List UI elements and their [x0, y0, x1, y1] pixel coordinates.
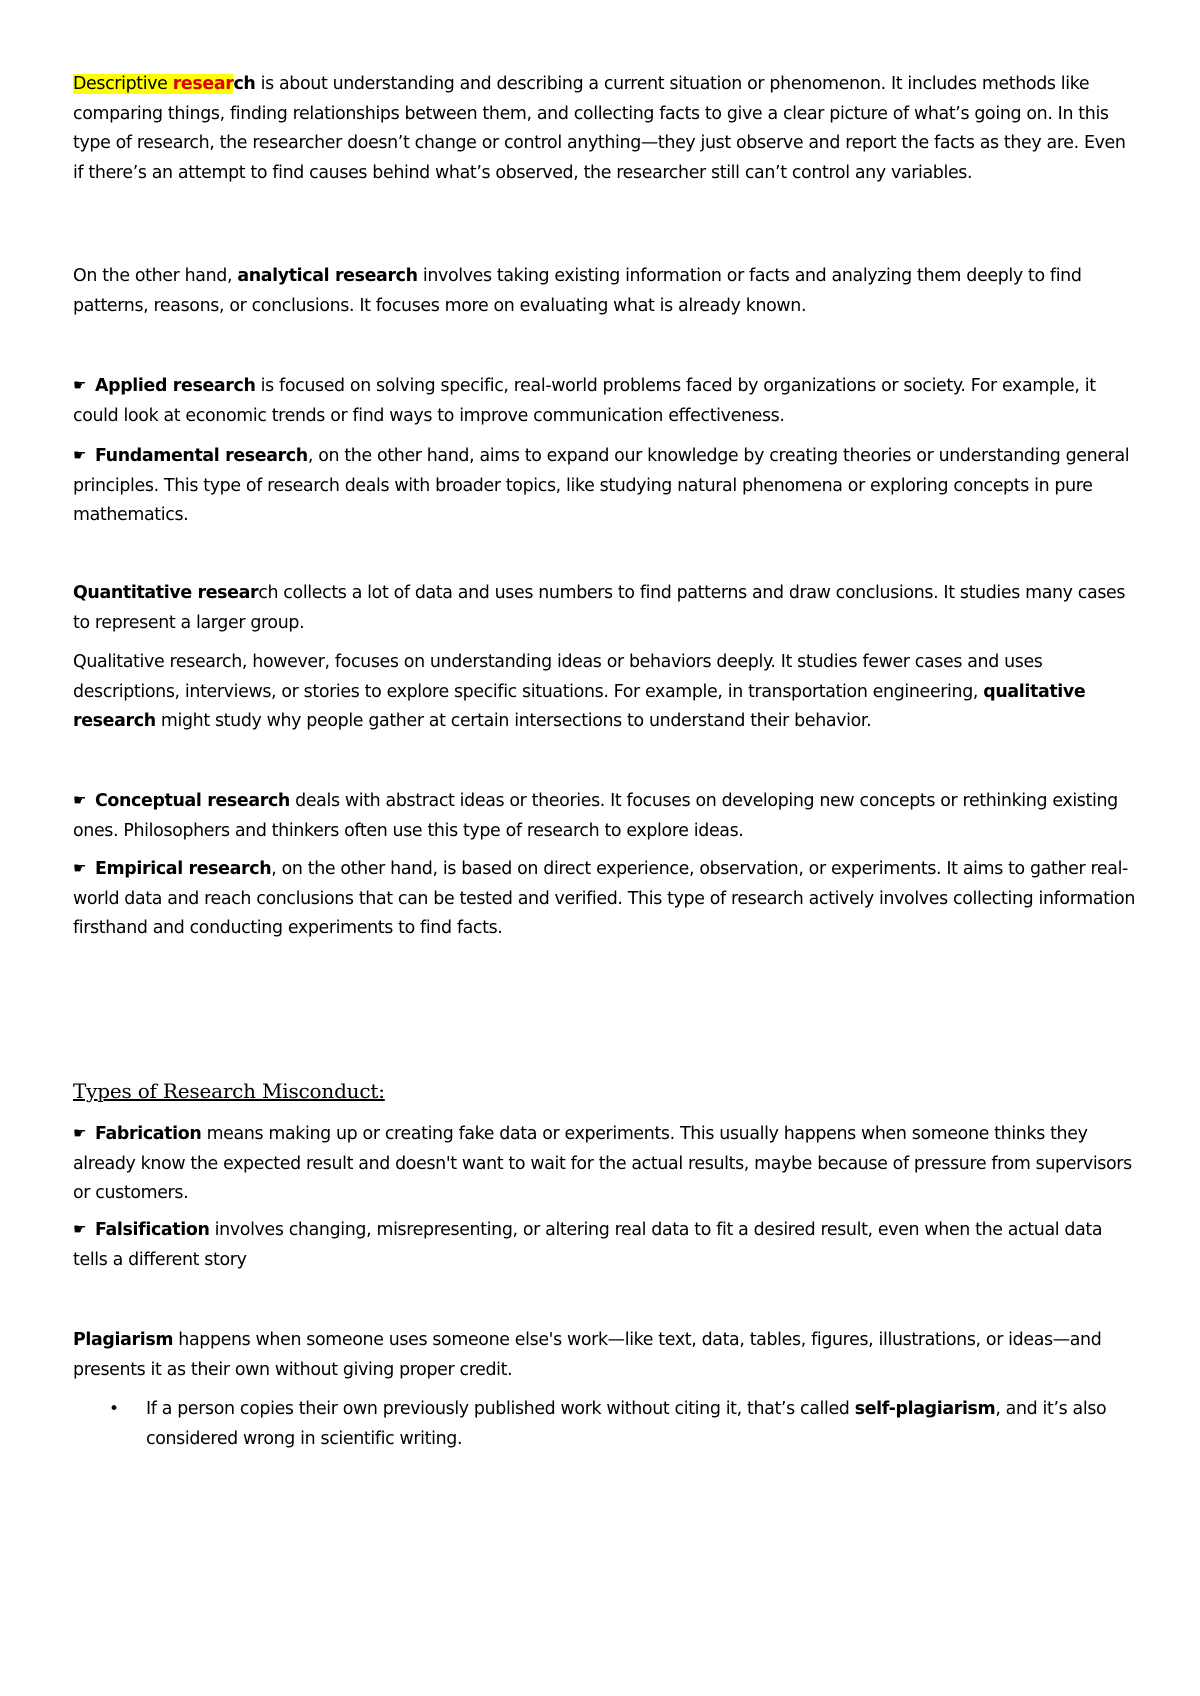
self-plagiarism-body-a: If a person copies their own previously published work without citing it, that’s called: [146, 1399, 855, 1419]
pointing-hand-icon: ☛: [73, 1220, 87, 1238]
paragraph-fundamental: [73, 442, 1137, 531]
pointing-hand-icon: ☛: [73, 446, 87, 464]
self-plagiarism-body-b: , and it’s also considered wrong in scientific writing.: [146, 1399, 1107, 1449]
falsification-body: involves changing, misrepresenting, or altering real data to fit a desired result, even when the actual data tells a different story: [73, 1220, 1103, 1270]
paragraph-descriptive: [73, 70, 1137, 188]
pointing-hand-icon: ☛: [73, 791, 87, 809]
paragraph-applied: [73, 372, 1137, 431]
paragraph-conceptual: [73, 787, 1137, 846]
paragraph-analytical: [73, 262, 1137, 321]
analytical-lead: On the other hand,: [73, 266, 238, 286]
conceptual-body: deals with abstract ideas or theories. It focuses on developing new concepts or rethinking existing ones. Philosophers and thinkers often use this type of research to explore ideas.: [73, 791, 1118, 841]
quantitative-body: ch collects a lot of data and uses numbers to find patterns and draw conclusions. It studies many cases to represent a larger group.: [73, 583, 1126, 633]
falsification-term: Falsification: [95, 1220, 210, 1240]
paragraph-qualitative: [73, 648, 1137, 737]
applied-term: Applied research: [95, 376, 256, 396]
fundamental-term: Fundamental research: [95, 446, 308, 466]
paragraph-falsification: [73, 1216, 1137, 1275]
descriptive-body: is about understanding and describing a current situation or phenomenon. It includes methods like comparing things, finding relationships between them, and collecting facts to give a clear picture of what’s going on. In this type of research, the researcher doesn’t change or control anything—they just observe and report the facts as they are. Even if there’s an attempt to find causes behind what’s observed, the researcher still can’t control any variables.: [73, 74, 1126, 183]
analytical-body: involves taking existing information or facts and analyzing them deeply to find patterns, reasons, or conclusions. It focuses more on evaluating what is already known.: [73, 266, 1082, 316]
paragraph-plagiarism: [73, 1326, 1137, 1385]
empirical-body: , on the other hand, is based on direct experience, observation, or experiments. It aims to gather real-world data and reach conclusions that can be tested and verified. This type of research actively involves collecting information firsthand and conducting experiments to find facts.: [73, 859, 1136, 938]
analytical-term: analytical research: [237, 266, 418, 286]
descriptive-term-highlight: Descriptive: [73, 74, 173, 94]
paragraph-quantitative: [73, 579, 1137, 638]
applied-body: is focused on solving specific, real-world problems faced by organizations or society. For example, it could look at economic trends or find ways to improve communication effectiveness.: [73, 376, 1096, 426]
qualitative-body-a: Qualitative research, however, focuses on understanding ideas or behaviors deeply. It studies fewer cases and uses descriptions, interviews, or stories to explore specific situations. For example, in transportation engineering,: [73, 652, 1043, 702]
pointing-hand-icon: ☛: [73, 1124, 87, 1142]
fabrication-term: Fabrication: [95, 1124, 202, 1144]
pointing-hand-icon: ☛: [73, 859, 87, 877]
bullet-marker: •: [109, 1399, 119, 1419]
qualitative-term: qualitative research: [73, 681, 1086, 731]
conceptual-term: Conceptual research: [95, 791, 290, 811]
fabrication-body: means making up or creating fake data or experiments. This usually happens when someone thinks they already know the expected result and doesn't want to wait for the actual results, maybe because of pressure from supervisors or customers.: [73, 1124, 1132, 1203]
paragraph-fabrication: [73, 1120, 1137, 1209]
plagiarism-term: Plagiarism: [73, 1330, 174, 1350]
plagiarism-body: happens when someone uses someone else's work—like text, data, tables, figures, illustrations, or ideas—and presents it as their own without giving proper credit.: [73, 1330, 1102, 1380]
self-plagiarism-text: [146, 1395, 1140, 1454]
paragraph-empirical: [73, 855, 1137, 944]
empirical-term: Empirical research: [95, 859, 272, 879]
quantitative-term: Quantitative resear: [73, 583, 259, 603]
misconduct-heading: Types of Research Misconduct:: [73, 1079, 385, 1103]
self-plagiarism-term: self-plagiarism: [854, 1399, 996, 1419]
list-item-self-plagiarism: [73, 1395, 1200, 1454]
fundamental-body: , on the other hand, aims to expand our knowledge by creating theories or understanding general principles. This type of research deals with broader topics, like studying natural phenomena or exploring concepts in pure mathematics.: [73, 446, 1130, 525]
descriptive-term-tail: ch: [233, 74, 256, 94]
descriptive-term-bold: resear: [172, 74, 234, 94]
qualitative-body-b: might study why people gather at certain intersections to understand their behavior.: [155, 711, 872, 731]
pointing-hand-icon: ☛: [73, 376, 87, 394]
